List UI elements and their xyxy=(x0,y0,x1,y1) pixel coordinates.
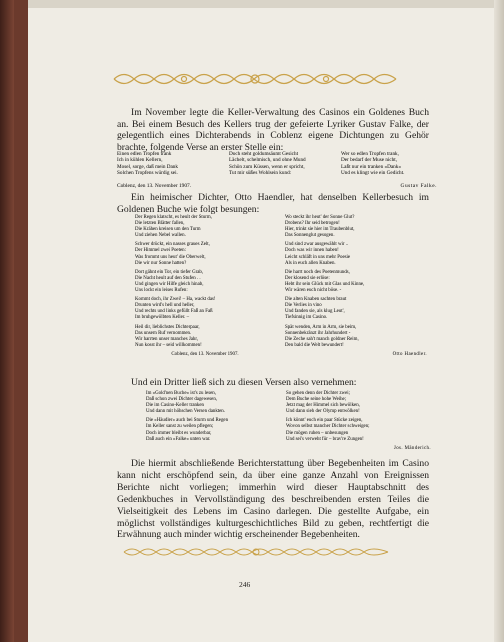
poem-line: Der Regen klatscht, es heult der Sturm, xyxy=(135,215,212,220)
poem-line: So gehen denn der Dichter zwei; xyxy=(286,391,350,396)
poem-line: Daß schon zwei Dichter dagewesen, xyxy=(146,397,218,403)
stanza xyxy=(135,325,275,349)
poem-haendler-right xyxy=(285,215,427,358)
stanza xyxy=(146,418,276,442)
poem-line: Die harrt noch des Poetenmunds, xyxy=(285,269,350,275)
poem-line: Der Himmel zwei Poeten: xyxy=(135,248,186,254)
poem-line: Und es klingt wie ein Gedicht. xyxy=(341,170,405,177)
poem-line: Wir harrten unser manches Jahr, xyxy=(135,336,199,342)
poem-line: Der klosend sie erlöse: xyxy=(285,275,330,281)
poem-line: Die alten Knaben sachten braut xyxy=(285,297,347,303)
poem-line: Den bald die Welt bewundert! xyxy=(285,342,344,348)
footer-ornament xyxy=(122,545,390,559)
poem-author: Gustav Falke. xyxy=(400,183,437,189)
stanza xyxy=(135,242,275,266)
stanza xyxy=(285,242,427,266)
poem-line: Die »Häudler« auch bei Sturm und Regen xyxy=(146,418,229,424)
paragraph-haendler-text: Ein heimischer Dichter, Otto Haendler, hat denselben Kellerbesuch im Goldenen Buche wie folgt besungen: xyxy=(117,192,429,215)
paragraph-closing xyxy=(117,458,429,541)
poem-line: Wer so edlen Tropfen trank, xyxy=(341,151,399,157)
poem-line: Die Zeche sah't manch goldner Reim, xyxy=(285,336,359,342)
stanza xyxy=(146,391,276,415)
poem-line: Uns lockt ein leises Rufen: xyxy=(135,288,188,294)
poem-line: Die Krähen kreisen um den Turm xyxy=(135,227,201,233)
poem-line: Das Sonnenglut gesogen. xyxy=(285,233,335,239)
poem-falke-col2 xyxy=(229,151,329,177)
stanza xyxy=(135,215,275,239)
page-top-edge xyxy=(28,0,504,8)
stanza xyxy=(285,215,427,239)
poem-line: Hier, trinkt sie hier im Traubenblut, xyxy=(285,227,355,233)
poem-line: Und sei's verweht für – brav're Zungen! xyxy=(286,436,364,442)
paragraph-intro-text: Im November legte die Keller-Verwaltung des Casinos ein Goldenes Buch an. Bei einem Besuch des Kellers trug der gefeierte Lyriker Gustav Falke, der gelegentlich eines Dichterabends in Coblenz eigene Dichtungen zu Gehör brachte, folgende Verse an erster Stelle ein: xyxy=(117,107,429,153)
header-ornament xyxy=(112,68,398,90)
poem-line: Die Verlies in vino xyxy=(285,303,322,309)
poem-line: Und sind zwar ausgewählt wir .. xyxy=(285,242,349,248)
poem-line: Drunten wird's hell und heller, xyxy=(135,303,195,309)
poem-line: Doch was wir innen haben! xyxy=(285,248,339,254)
poem-line: Jetzt mag der Himmel sich bewölken, xyxy=(286,403,360,409)
poem-line: Daß auch ein »Falke« unten war. xyxy=(146,436,211,442)
poem-line: Der bedarf der Muse nicht, xyxy=(341,157,398,164)
poem-line: Wo steckt ihr heut' der Sonne Glut? xyxy=(285,215,355,220)
poem-line: Die Nacht heult auf den Stufen . . xyxy=(135,275,201,281)
stanza xyxy=(286,418,431,442)
paragraph-intro xyxy=(117,107,429,153)
poem-author: Jos. Mänderich. xyxy=(393,445,431,451)
poem-line: Mosel, sorge, daß mein Dank xyxy=(117,163,178,170)
poem-line: Wovon selbst mancher Dichter schweigen; xyxy=(286,424,370,430)
poem-line: Und fanden sie, als klug Leut', xyxy=(285,309,345,315)
stanza xyxy=(135,270,275,294)
poem-line: Heil dir, lieblichstes Dichterpaar, xyxy=(135,324,200,330)
poem-author: Otto Haendler. xyxy=(392,351,427,357)
poem-line: Doch immer bleibt es wunderbar, xyxy=(146,430,212,436)
poem-line: Drobens? Ihr seid betrogen! xyxy=(285,221,340,227)
poem-falke-col3 xyxy=(341,151,437,177)
poem-line: Solchen Tropfens würdig sei. xyxy=(117,170,178,177)
poem-line: Schwer drückt, ein nasses graues Zelt, xyxy=(135,242,210,248)
poem-line: Die wir nur Sonne hatten? xyxy=(135,260,187,266)
poem-line: Laßt nur ein tranken »Dank« xyxy=(341,163,401,170)
book-spine xyxy=(0,0,14,642)
poem-falke-col1 xyxy=(117,151,217,177)
poem-line: Und dann mit höhschen Versen dankten. xyxy=(146,409,225,415)
poem-line: Die letzten Blätter fallen, xyxy=(135,221,185,227)
poem-line: Lächelt, schelmisch, und ohne Mund xyxy=(229,157,306,164)
poem-line: Leicht schläft in uns mehr Poesie xyxy=(285,254,351,260)
poem-line: Das unsern Ruf vernommen. xyxy=(135,330,192,336)
poem-line: Wir wären euch nicht böse. - xyxy=(285,288,342,294)
poem-line: Ich in kühlen Kellern, xyxy=(117,157,163,164)
poem-line: Tut mir süßes Wohlsein kund: xyxy=(229,170,292,177)
poem-line: Einen edlen Tropfen trank xyxy=(117,151,172,157)
poem-line: Und dann sieh der Olymp entwölken! xyxy=(286,409,360,415)
page-number: 246 xyxy=(239,580,251,589)
poem-line: Tiefsinnig im Casino. xyxy=(285,315,328,321)
poem-line: Und ziehen Nebel wallen. xyxy=(135,233,186,239)
poem-haendler-left xyxy=(135,215,275,358)
poem-line: Als in euch allen Knaben. xyxy=(285,260,336,266)
poem-line: Dort gähnt ein Tor, ein tiefer Grab, xyxy=(135,269,204,275)
paragraph-third xyxy=(117,377,429,389)
poem-maenderich-left xyxy=(146,391,276,446)
poem-maenderich-right xyxy=(286,391,431,452)
stanza xyxy=(135,297,275,321)
paragraph-haendler xyxy=(117,192,429,215)
stanza xyxy=(286,391,431,415)
poem-line: Ich könnt' euch ein paar Stücke zeigen, xyxy=(286,418,363,424)
paragraph-closing-text: Die hiermit abschließende Berichterstattung über Begebenheiten im Casino kann nicht erschöpfend sein, da über eine ganze Anzahl von Ereignissen Berichte nicht vorliegen; immerhin wird dieser Hauptabschnitt des Gedenkbuches in Vervollständigung des beschreibenden ersten Teiles die Vielseitigkeit des Lebens im Casino darlegen. Die gestellte Aufgabe, ein möglichst vollständiges kulturgeschichtliches Bild zu geben, rechtfertigt die Erwähnung auch minder wichtig erscheinender Begebenheiten. xyxy=(117,458,429,541)
poem-line: Kommt doch, ihr Zwei! – Ha, wackt das! xyxy=(135,297,216,303)
poem-line: Dem Buche seine hohe Weihe; xyxy=(286,397,347,403)
poem-line: Die mögen ruhen – unbesungen xyxy=(286,430,349,436)
poem-line: Die im Casino-Keller tranken xyxy=(146,403,204,409)
poem-line: Hebt ihr sein Glück mit Glas und Kinne, xyxy=(285,281,365,287)
poem-line: Schön zum Küssen, wenn er spricht, xyxy=(229,163,305,170)
stanza xyxy=(285,325,427,349)
page-right-edge xyxy=(494,0,504,642)
place-date: Coblenz, den 13. November 1907. xyxy=(171,351,239,357)
poem-line: Im Keller sanst zu weilen pflegen; xyxy=(146,424,214,430)
poem-line: Im »Gold'nen Buche« ist's zu lesen, xyxy=(146,391,216,396)
poem-line: Und rechts und links gefüllt Faß an Faß xyxy=(135,309,213,315)
place-date: Coblenz, den 13. November 1907. xyxy=(117,183,192,189)
poem-line: Und gingen wir Hilfe gleich hinab, xyxy=(135,281,204,287)
stanza xyxy=(285,297,427,321)
poem-line: Spät wenden, Arm in Arm, sie beim, xyxy=(285,324,357,330)
poem-line: Im bruhgewölbten Keller. – xyxy=(135,315,190,321)
poem-falke-signature xyxy=(117,183,437,189)
poem-line: Nun kosst ihr – seid willkommen! xyxy=(135,342,202,348)
poem-line: Was frommt uns heut' die Oberwelt, xyxy=(135,254,206,260)
stanza xyxy=(285,270,427,294)
poem-line: Doch steht goldumsäumt Gesicht xyxy=(229,151,299,157)
poem-line: Sonnenbekränzt ihr Jahrhundert - xyxy=(285,330,351,336)
paragraph-third-text: Und ein Dritter ließ sich zu diesen Versen also vernehmen: xyxy=(131,377,357,388)
